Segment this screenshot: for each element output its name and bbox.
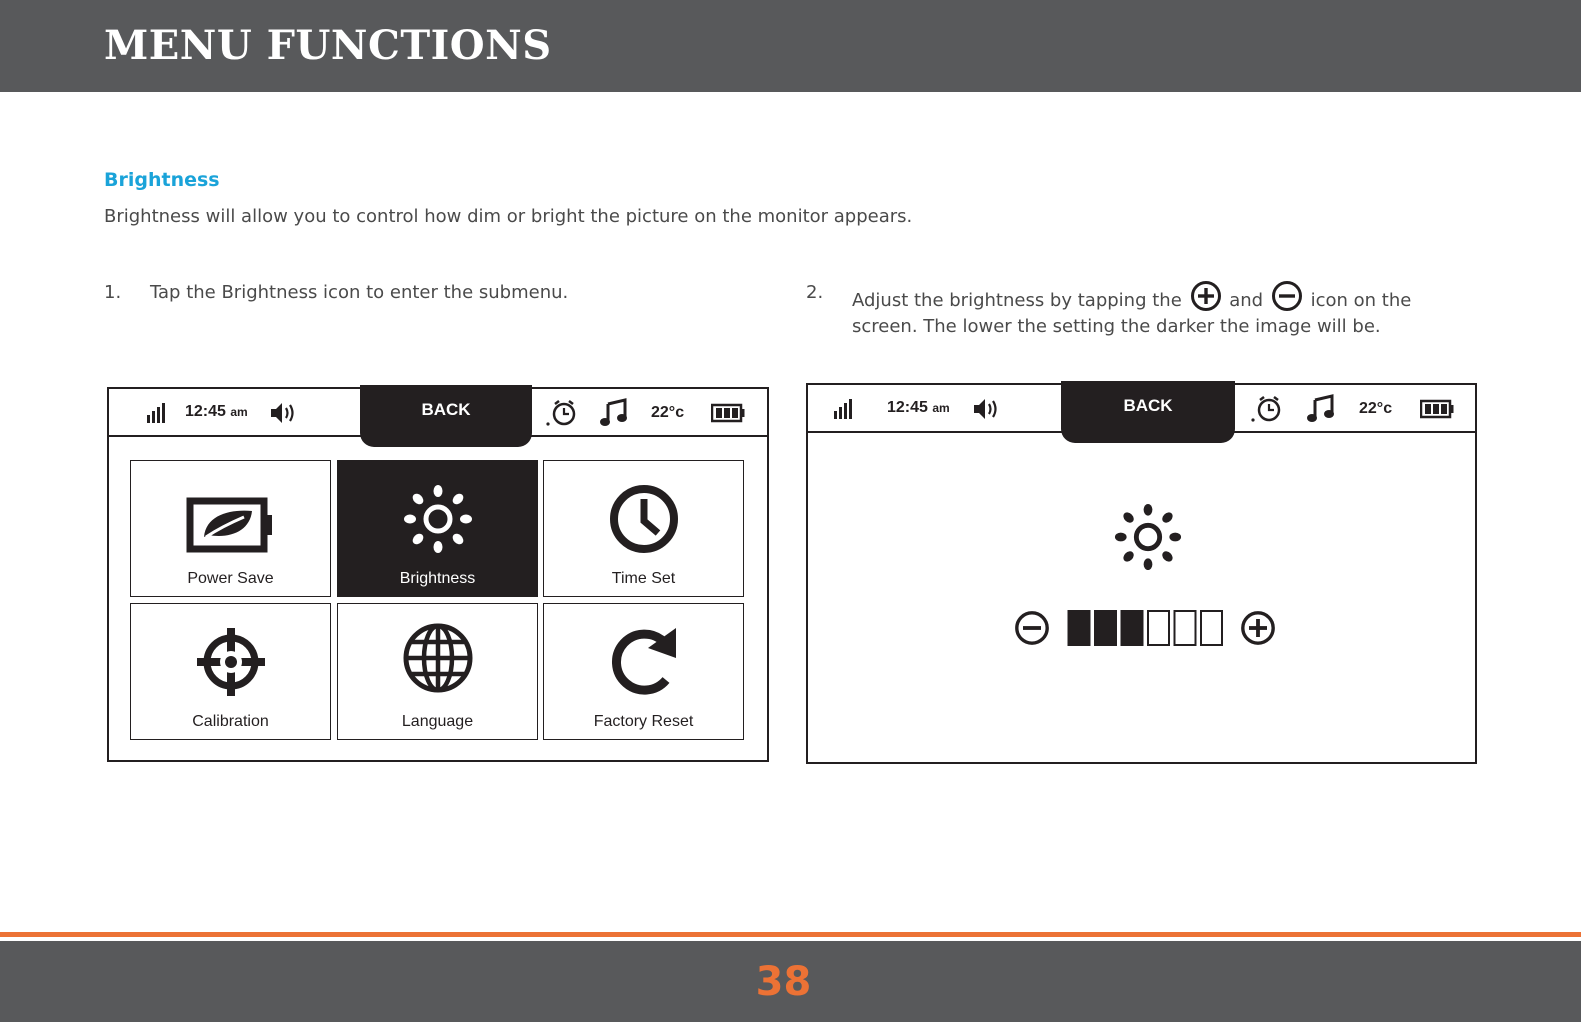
clock-icon xyxy=(608,483,680,555)
step-number: 1. xyxy=(104,282,122,303)
step-text-part: icon on the xyxy=(1310,290,1412,311)
step-text xyxy=(852,280,1411,340)
header-bar xyxy=(0,0,1581,92)
menu-tile-language[interactable] xyxy=(337,603,538,740)
status-temperature: 22°c xyxy=(1359,400,1393,417)
menu-tile-brightness[interactable] xyxy=(337,460,538,597)
level-segment-filled xyxy=(1095,611,1116,645)
menu-screen xyxy=(107,387,769,762)
level-segment-filled xyxy=(1069,611,1090,645)
step-text-part: and xyxy=(1229,290,1264,311)
time-ampm: am xyxy=(932,401,950,415)
alarm-icon xyxy=(546,398,578,428)
status-time xyxy=(887,399,950,417)
menu-tile-calibration[interactable] xyxy=(130,603,331,740)
step-number: 2. xyxy=(806,282,824,303)
back-button[interactable]: BACK xyxy=(360,385,532,447)
time-value: 12:45 xyxy=(887,399,928,416)
step-text: Tap the Brightness icon to enter the submenu. xyxy=(150,282,569,303)
crosshair-icon xyxy=(195,626,267,698)
brightness-decrease-button[interactable] xyxy=(1014,610,1050,646)
menu-tile-power-save[interactable] xyxy=(130,460,331,597)
music-note-icon xyxy=(599,398,629,428)
sun-icon xyxy=(1113,502,1183,572)
battery-icon xyxy=(1420,399,1454,419)
signal-icon xyxy=(145,401,169,425)
tile-label: Time Set xyxy=(611,570,676,587)
battery-leaf-icon xyxy=(186,495,276,557)
time-ampm: am xyxy=(230,405,248,419)
footer-accent-line xyxy=(0,932,1581,937)
tile-label: Factory Reset xyxy=(593,713,694,730)
back-button[interactable]: BACK xyxy=(1061,381,1235,443)
minus-circle-icon xyxy=(1271,280,1303,312)
tile-label: Power Save xyxy=(187,570,274,587)
time-value: 12:45 xyxy=(185,403,226,420)
brightness-level-bar xyxy=(1067,609,1227,647)
step-text-line2: screen. The lower the setting the darker the image will be. xyxy=(852,316,1381,337)
brightness-increase-button[interactable] xyxy=(1240,610,1276,646)
tile-label: Language xyxy=(401,713,474,730)
status-temperature: 22°c xyxy=(651,404,685,421)
tile-label: Calibration xyxy=(192,713,269,730)
battery-icon xyxy=(711,403,745,423)
step-text-part: Adjust the brightness by tapping the xyxy=(852,290,1182,311)
plus-circle-icon xyxy=(1190,280,1222,312)
brightness-screen xyxy=(806,383,1477,764)
speaker-icon xyxy=(269,400,299,426)
menu-tile-time-set[interactable] xyxy=(543,460,744,597)
alarm-icon xyxy=(1251,394,1283,424)
sun-icon xyxy=(402,483,474,555)
reset-arrow-icon xyxy=(606,624,682,700)
globe-icon xyxy=(402,622,474,694)
level-segment-empty xyxy=(1175,611,1196,645)
page-number: 38 xyxy=(755,959,812,1005)
music-note-icon xyxy=(1306,394,1336,424)
level-segment-filled xyxy=(1122,611,1143,645)
status-time xyxy=(185,403,248,421)
status-divider xyxy=(808,431,1475,433)
menu-tile-factory-reset[interactable] xyxy=(543,603,744,740)
signal-icon xyxy=(832,397,856,421)
level-segment-empty xyxy=(1201,611,1222,645)
level-segment-empty xyxy=(1148,611,1169,645)
page-title: MENU FUNCTIONS xyxy=(104,22,552,69)
tile-label: Brightness xyxy=(399,570,476,587)
status-divider xyxy=(109,435,767,437)
section-title: Brightness xyxy=(104,169,220,191)
section-intro: Brightness will allow you to control how dim or bright the picture on the monitor appears. xyxy=(104,206,913,227)
speaker-icon xyxy=(972,396,1002,422)
